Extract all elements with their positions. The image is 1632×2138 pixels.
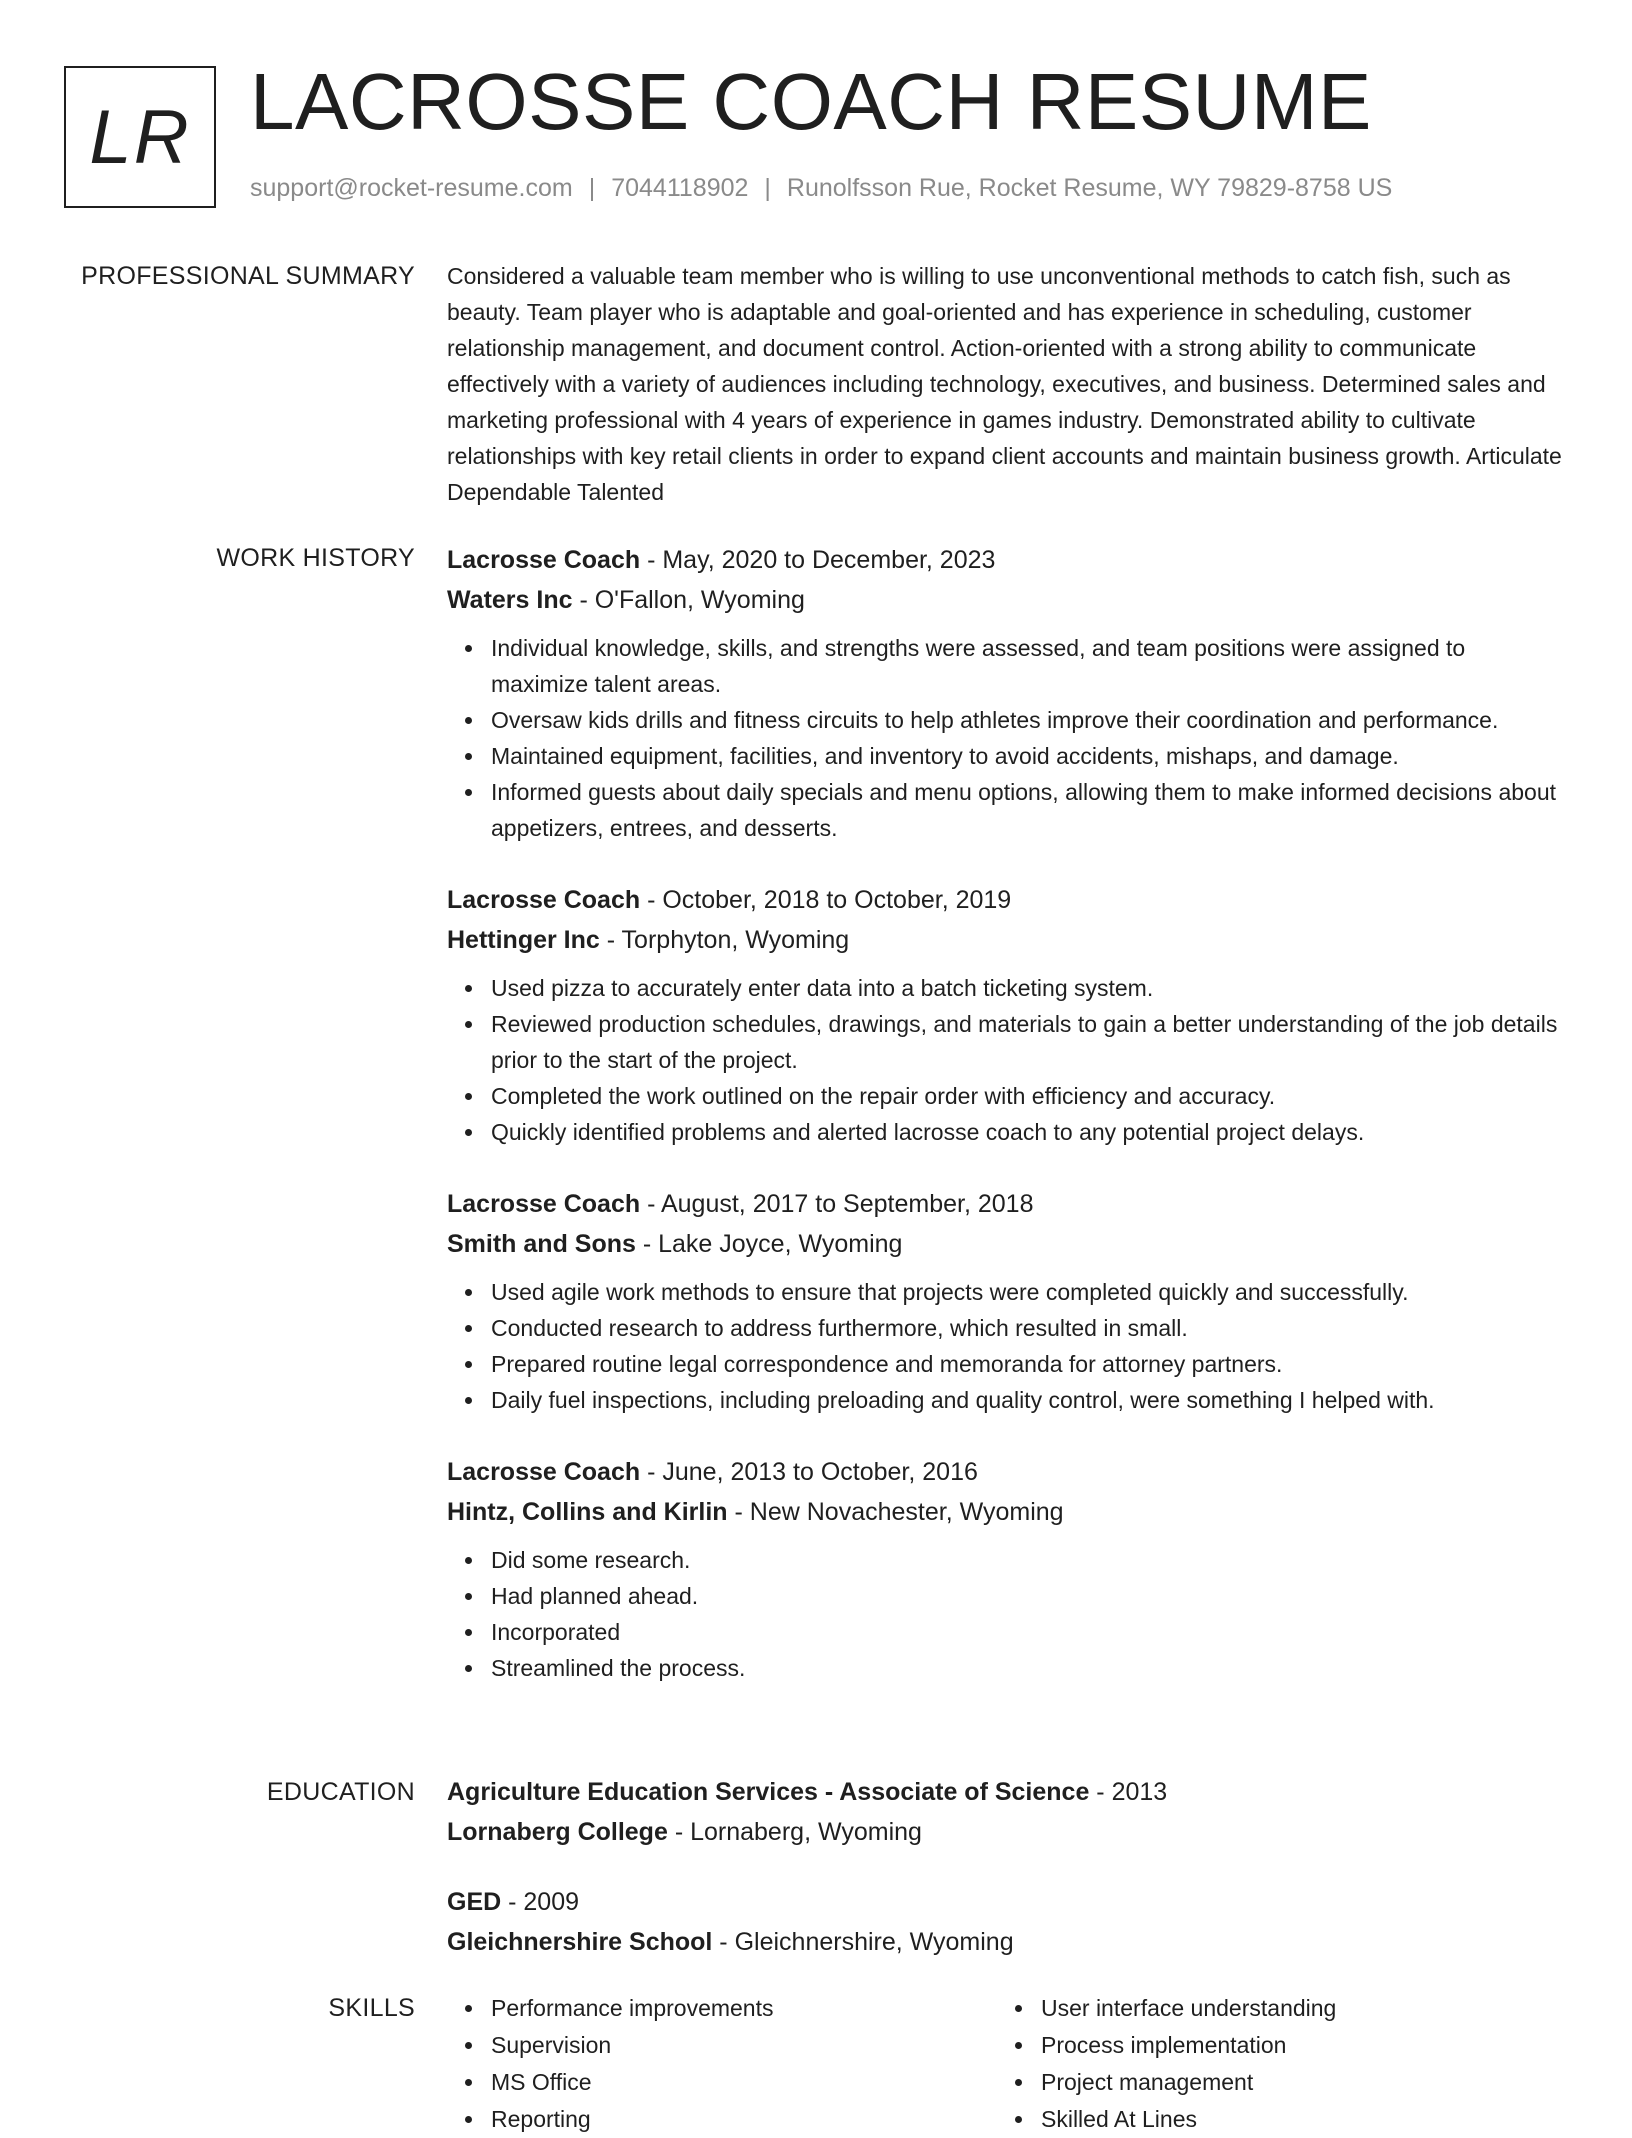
education-degree-line <box>447 1772 1567 1812</box>
job-bullet: Streamlined the process. <box>491 1650 1567 1686</box>
job-dates: - August, 2017 to September, 2018 <box>640 1190 1034 1218</box>
education-degree: Agriculture Education Services - Associate of Science <box>447 1778 1090 1806</box>
job-bullet: Had planned ahead. <box>491 1578 1567 1614</box>
job-bullet: Conducted research to address furthermore, which resulted in small. <box>491 1310 1567 1346</box>
job-location: - New Novachester, Wyoming <box>727 1498 1064 1526</box>
job-entry <box>447 540 1567 846</box>
job-bullet: Maintained equipment, facilities, and inventory to avoid accidents, mishaps, and damage. <box>491 738 1567 774</box>
job-bullet: Used agile work methods to ensure that projects were completed quickly and successfully. <box>491 1274 1567 1310</box>
job-company-line <box>447 1492 1567 1532</box>
contact-phone[interactable]: 7044118902 <box>611 174 749 202</box>
job-bullet: Daily fuel inspections, including preloading and quality control, were something I helped with. <box>491 1382 1567 1418</box>
job-entry <box>447 1452 1567 1686</box>
job-role: Lacrosse Coach <box>447 886 641 914</box>
education-degree: GED <box>447 1888 502 1916</box>
contact-address: Runolfsson Rue, Rocket Resume, WY 79829-8758 US <box>786 174 1393 202</box>
job-bullet: Oversaw kids drills and fitness circuits to help athletes improve their coordination and performance. <box>491 702 1567 738</box>
education-entry <box>447 1882 1567 1962</box>
job-title-line <box>447 880 1567 920</box>
skill-item: Reporting <box>491 2101 997 2138</box>
contact-separator: | <box>764 174 771 202</box>
monogram-initials: LR <box>89 94 191 180</box>
skill-item: MS Office <box>491 2064 997 2101</box>
skills-heading: SKILLS <box>328 1994 415 2022</box>
education-location: - Gleichnershire, Wyoming <box>712 1928 1014 1956</box>
monogram-box <box>64 66 216 208</box>
skill-item: Process implementation <box>1041 2027 1547 2064</box>
job-location: - Torphyton, Wyoming <box>599 926 850 954</box>
job-role: Lacrosse Coach <box>447 1190 641 1218</box>
skills-column-right <box>997 1990 1547 2138</box>
education-school-line <box>447 1922 1567 1962</box>
job-company: Hettinger Inc <box>447 926 600 954</box>
education-year: - 2009 <box>501 1888 580 1916</box>
contact-line <box>250 174 1392 203</box>
job-bullet: Informed guests about daily specials and menu options, allowing them to make informed decisions about appetizers, entrees, and desserts. <box>491 774 1567 846</box>
job-title-line <box>447 1184 1567 1224</box>
job-bullets <box>447 1542 1567 1686</box>
education-heading: EDUCATION <box>266 1778 415 1806</box>
skills-body <box>447 1990 1567 2138</box>
skill-item: Skilled At Lines <box>1041 2101 1547 2138</box>
job-location: - Lake Joyce, Wyoming <box>635 1230 903 1258</box>
skills-list-left <box>447 1990 997 2138</box>
job-entry <box>447 880 1567 1150</box>
skill-item: Supervision <box>491 2027 997 2064</box>
skills-columns <box>447 1990 1567 2138</box>
job-location: - O'Fallon, Wyoming <box>572 586 805 614</box>
skills-list-right <box>997 1990 1547 2138</box>
education-year: - 2013 <box>1089 1778 1168 1806</box>
education-school-line <box>447 1812 1567 1852</box>
job-bullet: Prepared routine legal correspondence and memoranda for attorney partners. <box>491 1346 1567 1382</box>
education-location: - Lornaberg, Wyoming <box>667 1818 922 1846</box>
skills-column-left <box>447 1990 997 2138</box>
skill-item: Project management <box>1041 2064 1547 2101</box>
job-entry <box>447 1184 1567 1418</box>
job-bullet: Did some research. <box>491 1542 1567 1578</box>
job-bullets <box>447 1274 1567 1418</box>
summary-text: Considered a valuable team member who is willing to use unconventional methods to catch fish, such as beauty. Team player who is adaptable and goal-oriented and has experience in scheduling, customer relationship management, and document control. Action-oriented with a strong ability to communicate effectively with a variety of audiences including technology, executives, and business. Determined sales and marketing professional with 4 years of experience in games industry. Demonstrated ability to cultivate relationships with key retail clients in order to expand client accounts and maintain business growth. Articulate Dependable Talented <box>447 263 1562 505</box>
work-history-heading: WORK HISTORY <box>216 544 415 572</box>
job-bullet: Incorporated <box>491 1614 1567 1650</box>
job-title-line <box>447 1452 1567 1492</box>
resume-title: LACROSSE COACH RESUME <box>250 57 1372 146</box>
job-bullet: Reviewed production schedules, drawings, and materials to gain a better understanding of the job details prior to the start of the project. <box>491 1006 1567 1078</box>
work-history-body <box>447 540 1567 1720</box>
education-school: Gleichnershire School <box>447 1928 713 1956</box>
education-degree-line <box>447 1882 1567 1922</box>
contact-separator: | <box>588 174 596 202</box>
skill-item: User interface understanding <box>1041 1990 1547 2027</box>
job-company-line <box>447 1224 1567 1264</box>
job-company-line <box>447 920 1567 960</box>
job-company: Waters Inc <box>447 586 573 614</box>
summary-heading: PROFESSIONAL SUMMARY <box>81 262 415 290</box>
education-entry <box>447 1772 1567 1852</box>
job-bullet: Individual knowledge, skills, and strengths were assessed, and team positions were assigned to maximize talent areas. <box>491 630 1567 702</box>
job-bullets <box>447 970 1567 1150</box>
job-company: Smith and Sons <box>447 1230 636 1258</box>
summary-body <box>447 258 1567 510</box>
job-company: Hintz, Collins and Kirlin <box>447 1498 728 1526</box>
education-body <box>447 1772 1567 1992</box>
job-dates: - June, 2013 to October, 2016 <box>640 1458 978 1486</box>
job-company-line <box>447 580 1567 620</box>
job-bullet: Completed the work outlined on the repair order with efficiency and accuracy. <box>491 1078 1567 1114</box>
skill-item: Performance improvements <box>491 1990 997 2027</box>
job-title-line <box>447 540 1567 580</box>
job-bullet: Quickly identified problems and alerted lacrosse coach to any potential project delays. <box>491 1114 1567 1150</box>
job-bullets <box>447 630 1567 846</box>
job-dates: - May, 2020 to December, 2023 <box>640 546 996 574</box>
job-bullet: Used pizza to accurately enter data into a batch ticketing system. <box>491 970 1567 1006</box>
job-dates: - October, 2018 to October, 2019 <box>640 886 1012 914</box>
contact-email[interactable]: support@rocket-resume.com <box>250 174 573 202</box>
education-school: Lornaberg College <box>447 1818 668 1846</box>
job-role: Lacrosse Coach <box>447 1458 641 1486</box>
job-role: Lacrosse Coach <box>447 546 641 574</box>
